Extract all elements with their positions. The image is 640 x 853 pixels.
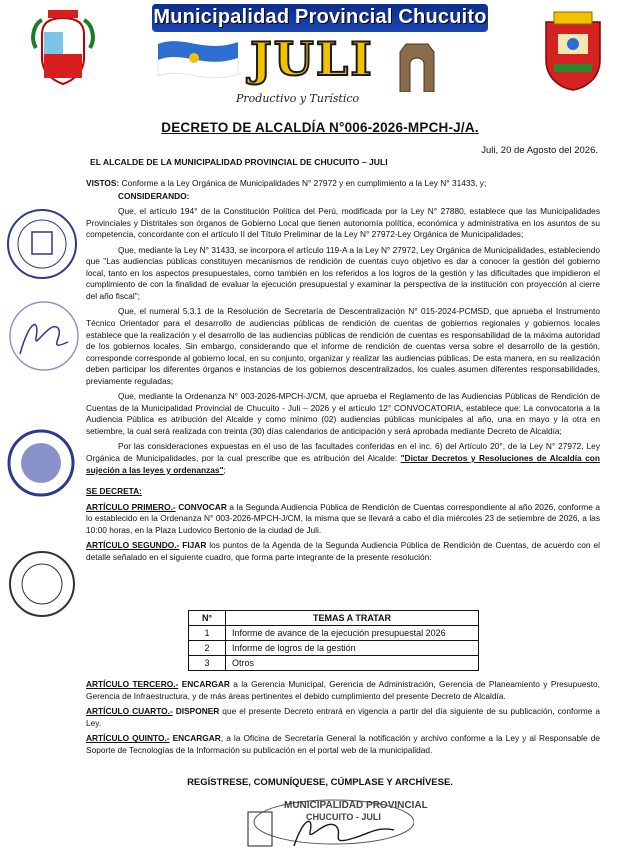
footer-stamp-line: CHUCUITO - JULI <box>306 812 381 822</box>
article-segundo: ARTÍCULO SEGUNDO.- FIJAR los puntos de la Agenda de la Segunda Audiencia Pública de Rendición de Cuentas, de acuerdo con el detalle señalado en el siguiente cuadro, que forma parte integrante de la presente resolución: <box>86 540 600 562</box>
footer-stamp-line: MUNICIPALIDAD PROVINCIAL <box>284 800 428 811</box>
table-row <box>189 656 479 671</box>
table-cell: Otros <box>226 656 479 671</box>
table-cell: 2 <box>189 641 226 656</box>
secretary-seal-icon <box>6 548 78 620</box>
table-cell: Informe de logros de la gestión <box>226 641 479 656</box>
considerando-paragraph: Que, el artículo 194° de la Constitución Política del Perú, modificada por la Ley N° 27880, establece que las Municipalidades Provinciales y Distritales son órganos de Gobierno Local que tienen autonomía política, económica y administrativa en los asuntos de su competencia, concordante con el artículo II del Título Preliminar de la Ley N° 27972-Ley Orgánica de Municipalidades; <box>86 206 600 240</box>
table-header-row <box>189 611 479 626</box>
considerando-paragraph: Que, el numeral 5.3.1 de la Resolución de Secretaría de Descentralización N° 015-2024-PCMSD, que aprueba el Instrumento Técnico Orientador para el desarrollo de audiencias públicas de rendición de cuentas de gobiernos regionales y gobiernos locales establece que la realización y el desarrollo de las audiencias públicas de rendición de cuentas es responsabilidad de la máxima autoridad de los gobiernos locales. Sin embargo, considerando que el informe de rendición de cuentas versa sobre el desarrollo de la gestión, corresponde corresponde al gobierno local, en su conjunto, organizar y realizar las audiencias públicas. De esta manera, en su realización deben participar los diferentes órganos e instancias de los gobiernos descentralizados, los cuales asumen diferentes responsabilidades, previamente reguladas; <box>86 306 600 386</box>
issuer-line: EL ALCALDE DE LA MUNICIPALIDAD PROVINCIAL DE CHUCUITO – JULI <box>90 157 388 167</box>
closing-formula: REGÍSTRESE, COMUNÍQUESE, CÚMPLASE Y ARCHÍVESE. <box>187 777 453 788</box>
table-cell: 1 <box>189 626 226 641</box>
municipal-seal-icon <box>4 206 80 282</box>
peru-coat-of-arms-icon <box>28 8 98 88</box>
article-cuarto: ARTÍCULO CUARTO.- DISPONER que el presente Decreto entrará en vigencia a partir del día siguiente de su publicación, conforme a Ley. <box>86 706 600 728</box>
article-primero: ARTÍCULO PRIMERO.- CONVOCAR a la Segunda Audiencia Pública de Rendición de Cuentas correspondiente al año 2026, conforme a lo establecido en la Ordenanza N° 003-2026-MPCH-J/CM, la misma que se llevará a cabo el día miércoles 23 de setiembre de 2026, a las 10:00 horas, en la Plaza Ludovico Bertonio de la ciudad de Juli. <box>86 501 601 535</box>
decree-body <box>86 178 600 567</box>
article-tercero: ARTÍCULO TERCERO.- ENCARGAR a la Gerencia Municipal, Gerencia de Administración, Gerencia de Planeamiento y Presupuesto, Gerencia de Infraestructura, y de más áreas pertinentes el debido cumplimiento del presente Decreto de Alcaldía. <box>86 679 600 701</box>
slogan: Productivo y Turístico <box>236 92 360 105</box>
juli-city-shield-icon <box>540 8 606 92</box>
table-header-cell: TEMAS A TRATAR <box>226 611 479 626</box>
table-row <box>189 641 479 656</box>
table-cell: Informe de avance de la ejecución presupuestal 2026 <box>226 626 479 641</box>
juli-flag-icon <box>154 34 242 84</box>
considerando-paragraph: Por las consideraciones expuestas en el uso de las facultades conferidas en el inc. 6) del Artículo 20°, de la Ley N° 27972, Ley Orgánica de Municipalidades, por la cual prescribe que es atribución del Alcalde: "Dictar Decretos y Resoluciones de Alcaldía con sujeción a las leyes y ordenanzas"; <box>86 441 600 475</box>
municipal-seal-icon <box>6 428 76 498</box>
decree-date: Juli, 20 de Agosto del 2026. <box>481 145 598 156</box>
vistos-paragraph: VISTOS: Conforme a la Ley Orgánica de Municipalidades N° 27972 y en cumplimiento a la Ley N° 31433, y; <box>86 178 487 188</box>
considerando-heading: CONSIDERANDO: <box>118 190 190 201</box>
letterhead <box>0 0 640 112</box>
juli-logo-text: JULI <box>250 32 374 86</box>
decree-body-continued <box>86 679 600 760</box>
table-cell: 3 <box>189 656 226 671</box>
se-decreta-heading: SE DECRETA: <box>86 486 142 497</box>
table-header-cell: N° <box>189 611 226 626</box>
agenda-table <box>188 610 479 671</box>
considerando-paragraph: Que, mediante la Ley N° 31433, se incorpora el artículo 119-A a la Ley N° 27972, Ley Orgánica de Municipalidades, estableciendo que "Las audiencias públicas constituyen mecanismos de rendición de cuentas cuyo objetivo es dar a conocer la gestión del gobierno local, tanto en los aspectos presupuestales, como también en los referidos a los logros de la gestión y las dificultades que impidieron el cumplimiento de con la finalidad de evaluar la ejecución presupuestal y examinar la perspectiva de la institución con proyección al cierre del año fiscal"; <box>86 244 600 301</box>
stone-arch-icon <box>398 40 436 92</box>
table-row <box>189 626 479 641</box>
signature-seal-icon <box>6 298 82 374</box>
considerando-paragraph: Que, mediante la Ordenanza N° 003-2026-MPCH-J/CM, que aprueba el Reglamento de las Audiencias Públicas de Rendición de Cuentas de la Municipalidad Provincial de Chucuito - Juli – 2026 y el artículo 12° CONVOCATORIA, establece que: La convocatoria a la Audiencia Pública es atribución del Alcalde y como mínimo (02) audiencias públicas municipales al año, una en mayo y la otra en setiembre, la cual será realizada con treinta (30) días calendarios de anticipación y será aprobada mediante Decreto de Alcaldía; <box>86 391 600 436</box>
article-quinto: ARTÍCULO QUINTO.- ENCARGAR, a la Oficina de Secretaría General la notificación y archivo conforme a la Ley y al Responsable de Soporte de Tecnologías de la Información su publicación en el portal web de la municipalidad. <box>86 733 600 755</box>
banner-title: Municipalidad Provincial Chucuito <box>153 6 487 28</box>
decree-title: DECRETO DE ALCALDÍA N°006-2026-MPCH-J/A. <box>161 120 479 135</box>
